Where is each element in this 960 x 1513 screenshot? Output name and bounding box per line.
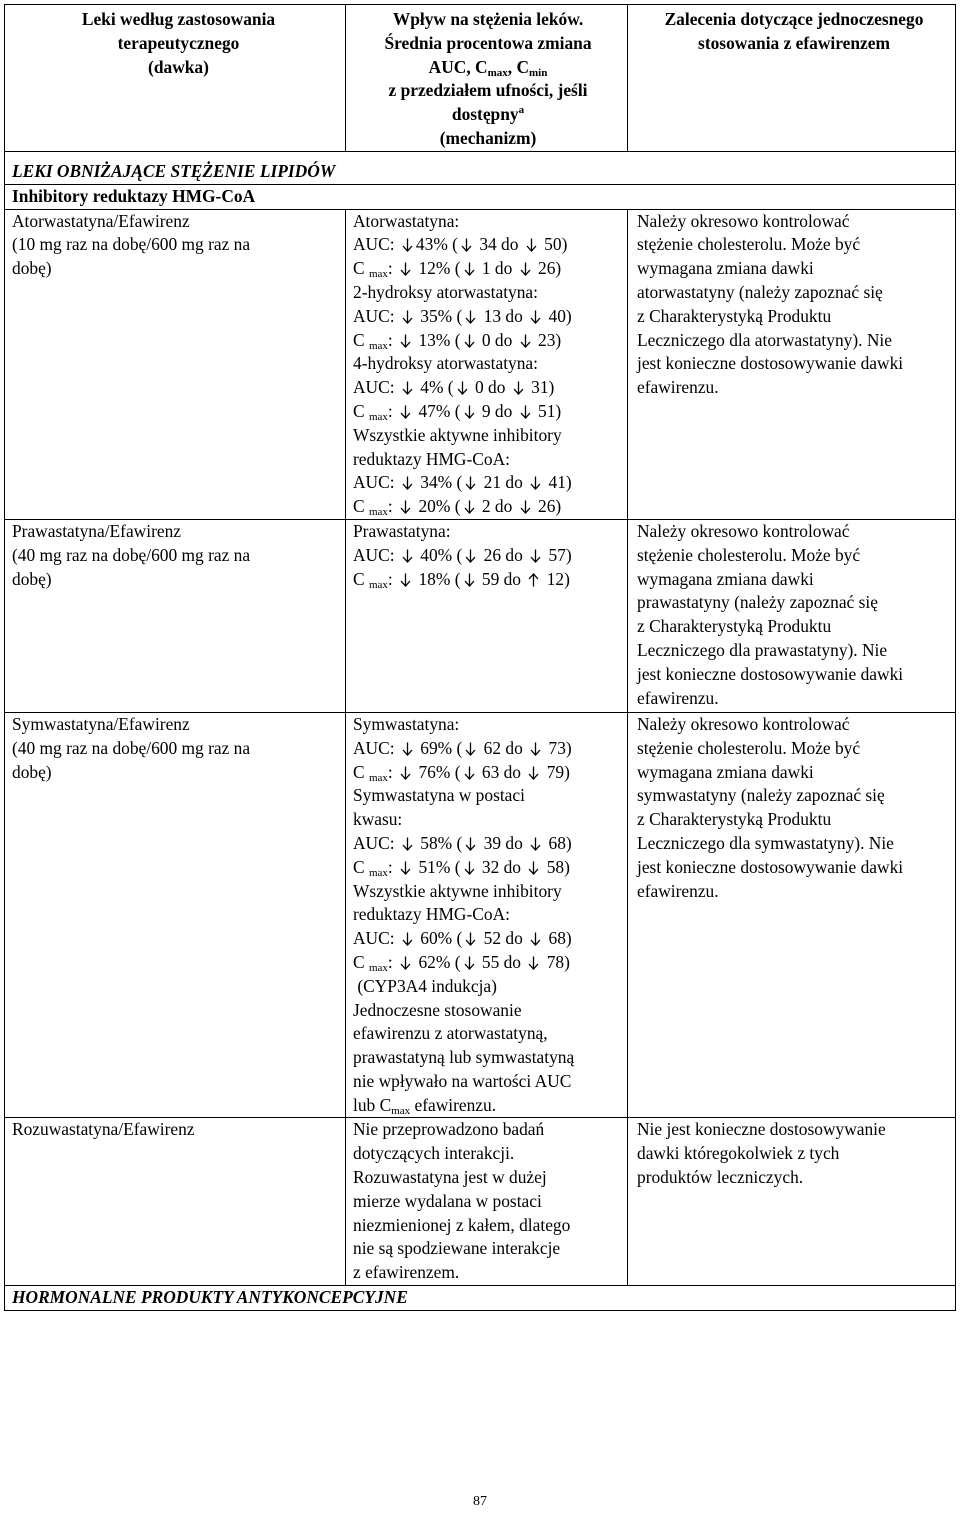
effect-line [353,257,623,281]
down-arrow-icon [463,766,476,780]
recommendation-line: jest konieczne dostosowywanie dawki [637,663,904,684]
effect-text: C [353,568,365,589]
effect-text: 51) [538,400,562,421]
effect-text: : [387,856,393,877]
effect-text: C [353,329,365,350]
down-arrow-icon [399,334,412,348]
section-lipid-cell [5,151,956,184]
subsection-hmg-cell [5,184,956,209]
effect-line: Wszystkie aktywne inhibitory [353,880,562,901]
effect-text: lub C [353,1094,392,1115]
drug-name-line: Prawastatyna/Efawirenz [12,520,181,541]
effect-text: 35% ( [420,305,463,326]
header-col2-line: (mechanizm) [439,127,537,148]
recommendation-line: wymagana zmiana dawki [637,258,814,279]
max-subscript: max [368,771,388,784]
effect-text: 68) [548,832,572,853]
effect-line [353,495,623,519]
effect-line: Rozuwastatyna jest w dużej [353,1167,547,1188]
header-col2-line: Średnia procentowa zmiana [384,32,592,53]
effect-text: 43% ( [415,234,458,255]
max-subscript: max [368,339,388,352]
down-arrow-icon [529,549,542,563]
effect-line [353,400,623,424]
effect-text: 63 do [481,761,522,782]
down-arrow-icon [529,310,542,324]
simva-effect-cell [346,712,628,1118]
max-subscript: max [368,506,388,519]
prava-drug-cell [5,519,346,712]
effect-line: 2-hydroksy atorwastatyna: [353,281,538,302]
effect-text: C [353,400,365,421]
effect-text: 13 do [483,305,523,326]
table-header-row [5,5,956,152]
down-arrow-icon [399,573,412,587]
effect-text: 62% ( [418,951,461,972]
effect-line: reduktazy HMG-CoA: [353,904,510,925]
effect-text: C [353,258,365,279]
subsection-row-hmg [5,184,956,209]
section-title-hormonal: HORMONALNE PRODUKTY ANTYKONCEPCYJNE [12,1287,408,1308]
down-arrow-icon [527,861,540,875]
header-col1-line: (dawka) [148,56,209,77]
effect-text: : [387,761,393,782]
effect-text: C [353,856,365,877]
header-col2-line: z przedziałem ufności, jeśli [388,80,588,101]
recommendation-line: symwastatyny (należy zapoznać się [637,785,885,806]
effect-text: 26) [538,258,562,279]
up-arrow-icon [527,573,540,587]
recommendation-line: wymagana zmiana dawki [637,761,814,782]
down-arrow-icon [401,381,414,395]
down-arrow-icon [401,476,414,490]
effect-text: 32 do [481,856,522,877]
effect-text: 51% ( [418,856,461,877]
down-arrow-icon [529,476,542,490]
down-arrow-icon [464,476,477,490]
effect-text: 12) [546,568,570,589]
recommendation-line: atorwastatyny (należy zapoznać się [637,281,883,302]
effect-line: reduktazy HMG-CoA: [353,448,510,469]
down-arrow-icon [464,310,477,324]
effect-line: dotyczących interakcji. [353,1143,515,1164]
header-col2-line: Wpływ na stężenia leków. [392,9,584,29]
effect-text: AUC: [353,305,395,326]
effect-text: : [387,329,393,350]
effect-line [353,737,623,761]
down-arrow-icon [463,405,476,419]
recommendation-line: Należy okresowo kontrolować [637,520,850,541]
effect-text: 4% ( [420,377,454,398]
prava-recommendation-cell [628,519,956,712]
subsection-title-hmg: Inhibitory reduktazy HMG-CoA [12,185,256,206]
atorva-effect-cell [346,209,628,519]
effect-text: AUC: [353,377,395,398]
max-subscript: max [368,410,388,423]
effect-line: 4-hydroksy atorwastatyna: [353,353,538,374]
effect-text: AUC: [353,832,395,853]
effect-text: 13% ( [418,329,461,350]
down-arrow-icon [464,549,477,563]
effect-line: nie wpływało na wartości AUC [353,1070,572,1091]
effect-line: nie są spodziewane interakcje [353,1238,561,1259]
drug-dose-line: (40 mg raz na dobę/600 mg raz na [12,544,251,565]
effect-text: AUC: [353,544,395,565]
effect-text: AUC: [353,928,395,949]
drug-row-atorvastatin [5,209,956,519]
effect-text: 1 do [481,258,513,279]
effect-line: Atorwastatyna: [353,210,460,231]
header-footnote-sup: a [518,104,525,117]
drug-dose-line: dobę) [12,761,52,782]
down-arrow-icon [401,837,414,851]
recommendation-line: stężenie cholesterolu. Może być [637,544,861,565]
effect-text: 55 do [481,951,522,972]
down-arrow-icon [464,837,477,851]
header-col3-line: stosowania z efawirenzem [698,32,890,53]
effect-line: Jednoczesne stosowanie [353,999,522,1020]
effect-text: 79) [546,761,570,782]
max-subscript: max [368,961,388,974]
down-arrow-icon [464,742,477,756]
max-subscript: max [368,578,388,591]
down-arrow-icon [456,381,469,395]
header-col2-line [353,56,623,80]
effect-text: C [353,496,365,517]
effect-text: 60% ( [420,928,463,949]
down-arrow-icon [399,956,412,970]
recommendation-line: Należy okresowo kontrolować [637,713,850,734]
effect-text: C [353,761,365,782]
effect-text: C [353,951,365,972]
down-arrow-icon [519,262,532,276]
recommendation-line: z Charakterystyką Produktu [637,305,832,326]
section-hormonal-cell [5,1286,956,1311]
section-row-lipid [5,151,956,184]
down-arrow-icon [399,405,412,419]
down-arrow-icon [512,381,525,395]
effect-text: 0 do [481,329,513,350]
effect-text: 0 do [474,377,506,398]
effect-text: 50) [544,234,568,255]
drug-dose-line: dobę) [12,568,52,589]
effect-text: : [387,568,393,589]
prava-effect-cell [346,519,628,712]
max-subscript: max [368,866,388,879]
effect-text: 68) [548,928,572,949]
down-arrow-icon [527,766,540,780]
page-number: 87 [473,1494,487,1509]
down-arrow-icon [401,238,414,252]
effect-text: 12% ( [418,258,461,279]
down-arrow-icon [401,310,414,324]
down-arrow-icon [519,500,532,514]
effect-text: : [387,496,393,517]
recommendation-line: prawastatyny (należy zapoznać się [637,592,878,613]
effect-line [353,233,623,257]
recommendation-line: z Charakterystyką Produktu [637,809,832,830]
effect-line [353,927,623,951]
down-arrow-icon [463,573,476,587]
effect-text: 9 do [481,400,513,421]
effect-line [353,568,623,592]
effect-line [353,1094,623,1118]
down-arrow-icon [519,405,532,419]
effect-text: : [387,400,393,421]
effect-line: (CYP3A4 indukcja) [353,975,497,996]
recommendation-line: Należy okresowo kontrolować [637,210,850,231]
effect-text: 40% ( [420,544,463,565]
down-arrow-icon [464,932,477,946]
rosuva-drug-cell [5,1118,346,1286]
header-drug-column [5,5,346,152]
effect-text: AUC: [353,234,395,255]
effect-text: AUC: [353,737,395,758]
recommendation-line: dawki któregokolwiek z tych [637,1143,840,1164]
effect-line: Nie przeprowadzono badań [353,1119,545,1140]
down-arrow-icon [527,956,540,970]
effect-text: 62 do [483,737,523,758]
effect-text: 58% ( [420,832,463,853]
effect-text: 78) [546,951,570,972]
recommendation-line: Leczniczego dla symwastatyny). Nie [637,832,894,853]
drug-dose-line: (40 mg raz na dobę/600 mg raz na [12,737,251,758]
recommendation-line: efawirenzu. [637,687,719,708]
header-col1-line: terapeutycznego [117,32,240,53]
header-sep-text: , C [507,56,530,77]
effect-text: 26 do [483,544,523,565]
down-arrow-icon [460,238,473,252]
recommendation-line: efawirenzu. [637,880,719,901]
down-arrow-icon [399,766,412,780]
down-arrow-icon [401,742,414,756]
recommendation-line: stężenie cholesterolu. Może być [637,737,861,758]
effect-text: : [387,258,393,279]
down-arrow-icon [463,262,476,276]
effect-line: efawirenzu z atorwastatyną, [353,1023,548,1044]
effect-text: 31) [531,377,555,398]
effect-text: 40) [548,305,572,326]
simva-recommendation-cell [628,712,956,1118]
effect-text: 47% ( [418,400,461,421]
header-col2-line [353,103,623,127]
down-arrow-icon [529,742,542,756]
effect-line [353,832,623,856]
rosuva-recommendation-cell [628,1118,956,1286]
effect-line: Symwastatyna w postaci [353,785,525,806]
effect-line [353,761,623,785]
recommendation-line: Leczniczego dla atorwastatyny). Nie [637,329,892,350]
drug-dose-line: dobę) [12,258,52,279]
effect-text: 41) [548,472,572,493]
effect-line: Prawastatyna: [353,520,451,541]
recommendation-line: stężenie cholesterolu. Może być [637,234,861,255]
effect-line: niezmienionej z kałem, dlatego [353,1214,571,1235]
simva-drug-cell [5,712,346,1118]
recommendation-line: Leczniczego dla prawastatyny). Nie [637,639,888,660]
down-arrow-icon [401,932,414,946]
effect-text: : [387,951,393,972]
down-arrow-icon [399,861,412,875]
drug-row-rosuvastatin [5,1118,956,1286]
drug-name-line: Rozuwastatyna/Efawirenz [12,1119,195,1140]
max-subscript: max [368,268,388,281]
recommendation-line: Nie jest konieczne dostosowywanie [637,1119,886,1140]
effect-text: 23) [538,329,562,350]
drug-row-pravastatin [5,519,956,712]
drug-name-line: Symwastatyna/Efawirenz [12,713,190,734]
effect-text: 26) [538,496,562,517]
effect-text: 58) [546,856,570,877]
effect-line [353,376,623,400]
section-title-lipid: LEKI OBNIŻAJĄCE STĘŻENIE LIPIDÓW [12,160,336,181]
header-avail-text: dostępny [451,104,519,125]
effect-text: 57) [548,544,572,565]
effect-text: 59 do [481,568,522,589]
header-min-sub: min [529,66,548,79]
effect-text: 73) [548,737,572,758]
down-arrow-icon [401,549,414,563]
effect-line: kwasu: [353,809,403,830]
down-arrow-icon [463,956,476,970]
effect-text: 21 do [483,472,523,493]
recommendation-line: jest konieczne dostosowywanie dawki [637,353,904,374]
header-col1-line: Leki według zastosowania [81,9,276,29]
max-subscript: max [391,1104,411,1117]
recommendation-line: wymagana zmiana dawki [637,568,814,589]
effect-line: prawastatyną lub symwastatyną [353,1047,575,1068]
recommendation-line: jest konieczne dostosowywanie dawki [637,856,904,877]
effect-line: Wszystkie aktywne inhibitory [353,424,562,445]
down-arrow-icon [525,238,538,252]
effect-text: 34% ( [420,472,463,493]
recommendation-line: produktów leczniczych. [637,1167,804,1188]
effect-line: Symwastatyna: [353,713,460,734]
drug-dose-line: (10 mg raz na dobę/600 mg raz na [12,234,251,255]
header-max-sub: max [487,66,508,79]
drug-row-simvastatin [5,712,956,1118]
effect-text: 39 do [483,832,523,853]
effect-line [353,329,623,353]
down-arrow-icon [463,334,476,348]
effect-text: 20% ( [418,496,461,517]
drug-name-line: Atorwastatyna/Efawirenz [12,210,190,231]
effect-line [353,951,623,975]
effect-text: 2 do [481,496,513,517]
header-recommendation-column [628,5,956,152]
down-arrow-icon [463,861,476,875]
effect-text: 76% ( [418,761,461,782]
atorva-recommendation-cell [628,209,956,519]
effect-text: AUC: [353,472,395,493]
effect-line: mierze wydalana w postaci [353,1190,542,1211]
recommendation-line: z Charakterystyką Produktu [637,616,832,637]
effect-line [353,305,623,329]
down-arrow-icon [519,334,532,348]
effect-line: z efawirenzem. [353,1262,460,1283]
down-arrow-icon [529,837,542,851]
recommendation-line: efawirenzu. [637,377,719,398]
effect-text: 52 do [483,928,523,949]
effect-line [353,856,623,880]
rosuva-effect-cell [346,1118,628,1286]
interaction-table [4,4,956,1311]
effect-text: efawirenzu. [410,1094,497,1115]
down-arrow-icon [399,500,412,514]
down-arrow-icon [529,932,542,946]
section-row-hormonal [5,1286,956,1311]
effect-line [353,544,623,568]
header-col3-line: Zalecenia dotyczące jednoczesnego [664,9,924,29]
effect-line [353,471,623,495]
header-effect-column [346,5,628,152]
effect-text: 18% ( [418,568,461,589]
down-arrow-icon [463,500,476,514]
header-auc-text: AUC, C [428,56,488,77]
down-arrow-icon [399,262,412,276]
effect-text: 69% ( [420,737,463,758]
effect-text: 34 do [479,234,519,255]
atorva-drug-cell [5,209,346,519]
